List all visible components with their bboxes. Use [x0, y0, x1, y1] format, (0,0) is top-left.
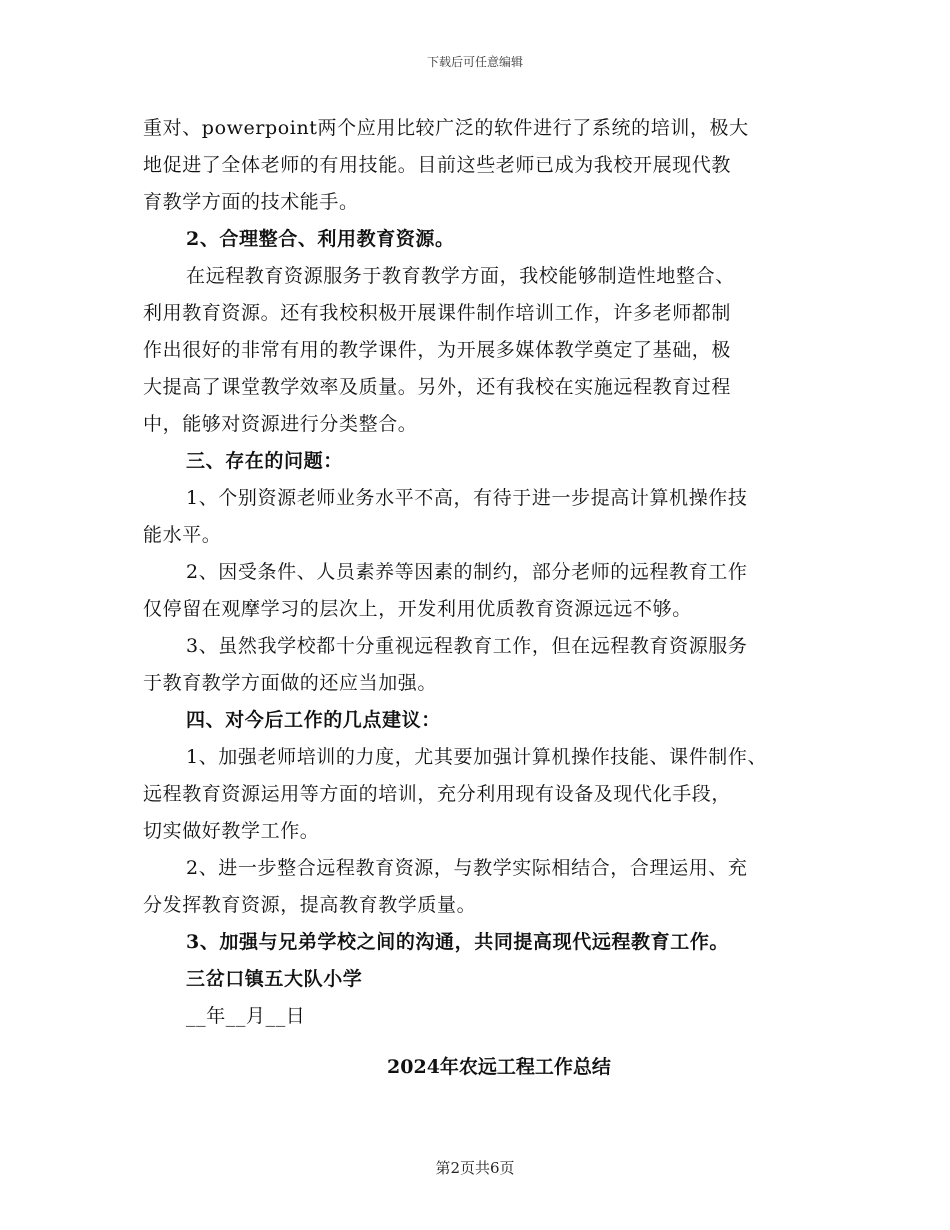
body-line: 于教育教学方面做的还应当加强。 — [143, 672, 438, 694]
body-line: 分发挥教育资源，提高教育教学质量。 — [143, 894, 477, 916]
body-line: 切实做好教学工作。 — [143, 820, 320, 842]
body-line: 1、个别资源老师业务水平不高，有待于进一步提高计算机操作技 — [186, 487, 748, 509]
body-line: 仅停留在观摩学习的层次上，开发利用优质教育资源远远不够。 — [143, 598, 692, 620]
date-line: __年__月__日 — [186, 1005, 306, 1027]
section-heading: 三、存在的问题： — [186, 450, 343, 472]
body-line: 2、因受条件、人员素养等因素的制约，部分老师的远程教育工作 — [186, 561, 748, 583]
body-line: 中，能够对资源进行分类整合。 — [143, 413, 418, 435]
next-document-title: 2024年农远工程工作总结 — [387, 1056, 611, 1078]
section-heading: 2、合理整合、利用教育资源。 — [186, 228, 455, 250]
body-line: 1、加强老师培训的力度，尤其要加强计算机操作技能、课件制作、 — [186, 746, 768, 768]
body-line: 重对、powerpoint两个应用比较广泛的软件进行了系统的培训，极大 — [143, 117, 749, 139]
closing-statement: 3、加强与兄弟学校之间的沟通，共同提高现代远程教育工作。 — [186, 931, 730, 953]
body-line: 3、虽然我学校都十分重视远程教育工作，但在远程教育资源服务 — [186, 635, 748, 657]
body-line: 在远程教育资源服务于教育教学方面，我校能够制造性地整合、 — [186, 265, 735, 287]
body-line: 2、进一步整合远程教育资源，与教学实际相结合，合理运用、充 — [186, 857, 748, 879]
body-line: 利用教育资源。还有我校积极开展课件制作培训工作，许多老师都制 — [143, 302, 732, 324]
section-heading: 四、对今后工作的几点建议： — [186, 709, 441, 731]
page-header: 下载后可任意编辑 — [426, 55, 523, 69]
body-line: 大提高了课堂教学效率及质量。另外，还有我校在实施远程教育过程 — [143, 376, 732, 398]
body-line: 作出很好的非常有用的教学课件，为开展多媒体教学奠定了基础，极 — [143, 339, 732, 361]
page-footer: 第2页共6页 — [435, 1159, 515, 1177]
body-line: 远程教育资源运用等方面的培训，充分利用现有设备及现代化手段， — [143, 783, 732, 805]
school-signature: 三岔口镇五大队小学 — [186, 968, 363, 990]
body-line: 育教学方面的技术能手。 — [143, 191, 359, 213]
body-line: 地促进了全体老师的有用技能。目前这些老师已成为我校开展现代教 — [143, 154, 732, 176]
body-line: 能水平。 — [143, 524, 222, 546]
